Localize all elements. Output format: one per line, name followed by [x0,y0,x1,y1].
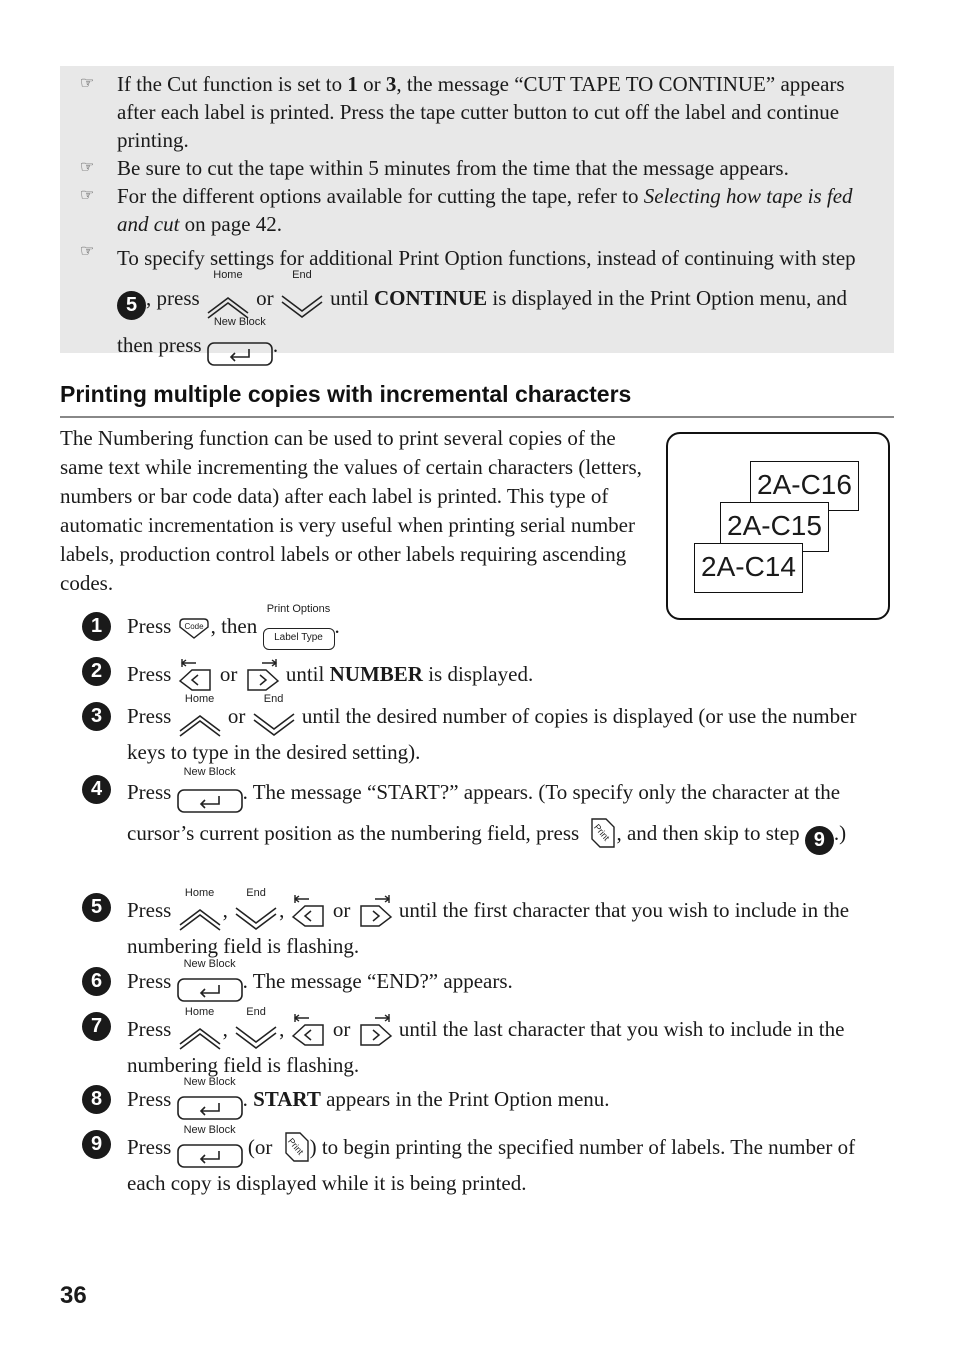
label-illustration [666,432,890,620]
end-key[interactable]: End [251,709,297,738]
page-number: 36 [60,1282,87,1309]
notes-box [60,66,894,357]
down-arrow-key-icon [251,712,297,738]
home-key[interactable]: Home [205,285,251,325]
down-arrow-key-icon [279,294,325,320]
step-marker: 9 [805,826,834,855]
step-number: 5 [82,893,111,922]
new-block-key[interactable]: New Block [177,1092,243,1121]
print-key-caption: Print [285,1136,306,1157]
note-cut-options: ☞ For the different options available for cutting the tape, refer to Selecting how tape is fed and cut on page 42. [80,184,853,236]
step-9: 9 Press New Block (or Print ) to begin printing the specified number of labels. The number of each copy is displayed while it is being printed. [82,1130,894,1198]
right-cursor-key-icon[interactable] [356,1012,394,1046]
step-number: 6 [82,967,111,996]
label-sample: 2A-C14 [694,543,803,593]
pointing-hand-icon: ☞ [80,243,95,260]
print-key-icon[interactable] [584,816,616,850]
new-block-key[interactable]: New Block [177,782,243,816]
intro-paragraph: The Numbering function can be used to print several copies of the same text while incrementing the values of certain characters (letters, numbers or bar code data) after each label is printed. This type of automatic incrementation is very useful when printing serial number labels, production control labels or other labels requiring ascending codes. [60,426,642,595]
label-type-key[interactable]: Print Options Label Type [263,619,335,650]
step-7: 7 Press Home , End , or until the last character that you wish to include in the numbering field is flashing. [82,1012,894,1080]
up-arrow-key-icon [177,712,223,738]
pointing-hand-icon: ☞ [80,75,95,92]
enter-key-icon [177,1143,243,1169]
note-print-options: ☞ To specify settings for additional Print Option functions, instead of continuing with step 5 , press Home or End until CONTINUE is displayed in the Print Option menu, and then press New Block . [80,238,876,372]
end-key[interactable]: End [233,903,279,932]
left-cursor-key-icon[interactable] [290,893,328,927]
left-cursor-key-icon[interactable] [290,1012,328,1046]
pointing-hand-icon: ☞ [80,159,95,176]
step-3: 3 Press Home or End until the desired number of copies is displayed (or use the number keys to type in the desired setting). [82,702,894,767]
end-key[interactable]: End [279,285,325,325]
right-cursor-key-icon[interactable] [356,893,394,927]
code-key-icon[interactable] [177,615,211,641]
step-number: 1 [82,612,111,641]
down-arrow-key-icon [233,906,279,932]
step-2: 2 Press or until NUMBER is displayed. [82,657,894,691]
home-key[interactable]: Home [177,709,223,738]
step-number: 8 [82,1085,111,1114]
print-key-icon[interactable] [278,1130,310,1164]
step-number: 2 [82,657,111,686]
step-6: 6 Press New Block . The message “END?” appears. [82,967,894,1003]
enter-key-icon [207,341,273,367]
up-arrow-key-icon [177,906,223,932]
left-cursor-key-icon[interactable] [177,657,215,691]
section-title: Printing multiple copies with incremental characters [60,381,632,407]
label-type-key-face: Label Type [263,628,335,650]
down-arrow-key-icon [233,1025,279,1051]
section-divider [60,416,894,418]
label-sample: 2A-C15 [720,502,829,552]
right-cursor-key-icon[interactable] [243,657,281,691]
code-key-caption: Code [184,622,204,632]
home-key[interactable]: Home [177,1022,223,1051]
new-block-key[interactable]: New Block [177,1140,243,1169]
step-marker: 5 [117,291,146,320]
step-1: 1 Press Code , then Print Options Label Type . [82,612,894,650]
print-key-caption: Print [592,822,612,843]
step-number: 3 [82,702,111,731]
enter-key-icon [177,1095,243,1121]
note-cut-time: ☞ Be sure to cut the tape within 5 minutes from the time that the message appears. [80,156,789,180]
step-8: 8 Press New Block . START appears in the Print Option menu. [82,1085,894,1121]
step-number: 7 [82,1012,111,1041]
enter-key-icon [177,788,243,814]
note-cut-function: ☞ If the Cut function is set to 1 or 3, the message “CUT TAPE TO CONTINUE” appears after each label is printed. Press the tape cutter button to cut off the label and continue printing. [80,72,845,152]
step-4: 4 Press New Block . The message “START?” appears. (To specify only the character at the cursor’s current position as the numbering field, press Print , and then skip to step 9 .) [82,775,894,855]
up-arrow-key-icon [177,1025,223,1051]
pointing-hand-icon: ☞ [80,187,95,204]
step-number: 4 [82,775,111,804]
new-block-key[interactable]: New Block [207,332,273,372]
step-5: 5 Press Home , End , or until the first character that you wish to include in the numbering field is flashing. [82,893,894,961]
step-number: 9 [82,1130,111,1159]
end-key[interactable]: End [233,1022,279,1051]
new-block-key[interactable]: New Block [177,974,243,1003]
enter-key-icon [177,977,243,1003]
home-key[interactable]: Home [177,903,223,932]
label-sample: 2A-C16 [750,461,859,511]
